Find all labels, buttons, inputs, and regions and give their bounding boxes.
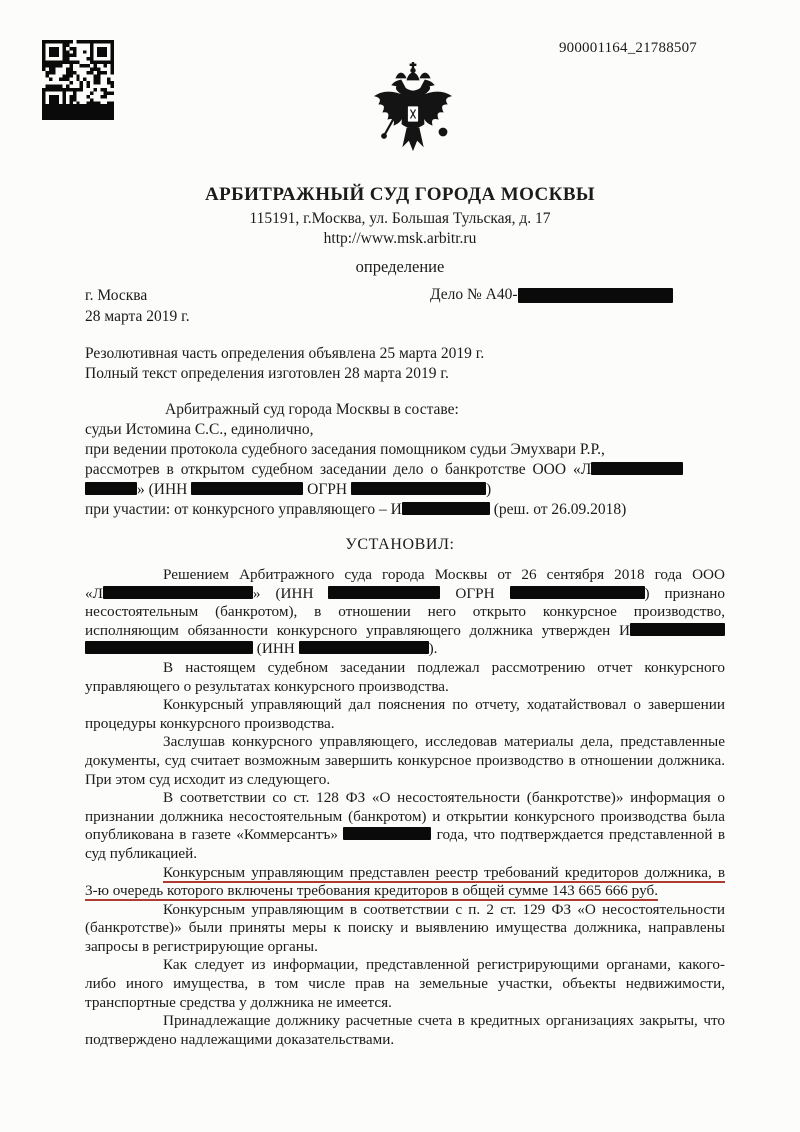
qr-redaction-bar [42, 104, 114, 120]
date-line: 28 марта 2019 г. [85, 308, 190, 325]
place-line: г. Москва [85, 287, 148, 304]
case-number-prefix: Дело № А40- [430, 286, 518, 303]
attendance-line: при участии: от конкурсного управляющего – И (реш. от 26.09.2018) [85, 500, 627, 518]
red-underlined-text: Конкурсным управляющим представлен реестр требований кредиторов должника, в 3-ю очередь которого включены требования кредиторов в общей сумме 143 665 666 руб. [85, 863, 725, 900]
paragraph-publication: В соответствии со ст. 128 ФЗ «О несостоятельности (банкротстве)» информация о признании должника несостоятельным (банкротом) и открытии конкурсного производства была опубликована в газете «Коммерсантъ» года, что подтверждается представленной в суд публикацией. [85, 789, 725, 862]
redaction-bar [630, 623, 725, 636]
court-address: 115191, г.Москва, ул. Большая Тульская, д. 17 [249, 210, 551, 227]
judge-line: судьи Истомина С.С., единолично, [85, 420, 314, 438]
redaction-bar [328, 586, 440, 599]
paragraph-decision: Решением Арбитражного суда города Москвы от 26 сентября 2018 года ООО «Л » (ИНН ОГРН ) признано несостоятельным (банкротом), в отношении него открыто конкурсное производство, исполняющим обязанности конкурсного управляющего должника утвержден И (ИНН ). [85, 566, 725, 658]
case-number [430, 286, 673, 304]
resolutive-part-line: Резолютивная часть определения объявлена 25 марта 2019 г. [85, 345, 485, 362]
paragraph-no-property: Как следует из информации, представленной регистрирующими органами, какого-либо иного имущества, в том числе прав на земельные участки, объекты недвижимости, транспортные средства у должника не имеется. [85, 956, 725, 1011]
redaction-bar [85, 482, 137, 495]
document-type-title: определение [355, 257, 445, 276]
redaction-bar [103, 586, 253, 599]
document-body [85, 566, 725, 1049]
document-header [0, 184, 800, 277]
redaction-bar [402, 502, 490, 515]
qr-code [42, 40, 114, 120]
full-text-line: Полный текст определения изготовлен 28 марта 2019 г. [85, 365, 449, 382]
case-subject-line: рассмотрев в открытом судебном заседании дело о банкротстве ООО «Л [85, 460, 737, 480]
case-number-redaction-bar [518, 288, 673, 303]
composition-block [85, 400, 737, 519]
redaction-bar [343, 827, 431, 840]
paragraph-asset-search: Конкурсным управляющим в соответствии с п. 2 ст. 129 ФЗ «О несостоятельности (банкротстве)» были приняты меры к поиску и выявлению имущества должника, направлены запросы в регистрирующие органы. [85, 900, 725, 955]
redaction-bar [510, 586, 645, 599]
redaction-bar [85, 641, 253, 654]
court-name: АРБИТРАЖНЫЙ СУД ГОРОДА МОСКВЫ [205, 184, 595, 205]
document-number: 900001164_21788507 [558, 40, 697, 56]
inn-ogrn-line: » (ИНН ОГРН ) [85, 480, 737, 500]
paragraph-report: В настоящем судебном заседании подлежал рассмотрению отчет конкурсного управляющего о результатах конкурсного производства. [85, 658, 725, 695]
paragraph-accounts-closed: Принадлежащие должнику расчетные счета в кредитных организациях закрыты, что подтверждено надлежащими доказательствами. [85, 1012, 725, 1048]
paragraph-explanations: Конкурсный управляющий дал пояснения по отчету, ходатайствовал о завершении процедуры конкурсного производства. [85, 696, 725, 732]
redaction-bar [299, 641, 429, 654]
coat-of-arms-icon [363, 62, 463, 168]
redaction-bar [191, 482, 303, 495]
redaction-bar [591, 462, 683, 475]
paragraph-conclusion: Заслушав конкурсного управляющего, исследовав материалы дела, представленные документы, суд считает возможным завершить конкурсное производство в отношении должника. При этом суд исходит из следующего. [85, 733, 725, 788]
redaction-bar [351, 482, 486, 495]
section-heading-ustanovil: УСТАНОВИЛ: [345, 536, 455, 553]
clerk-line: при ведении протокола судебного заседания помощником судьи Эмухвари Р.Р., [85, 440, 605, 458]
court-website: http://www.msk.arbitr.ru [323, 230, 477, 247]
paragraph-creditors-registry-underlined [85, 864, 725, 901]
composition-line: Арбитражный суд города Москвы в составе: [165, 401, 459, 418]
